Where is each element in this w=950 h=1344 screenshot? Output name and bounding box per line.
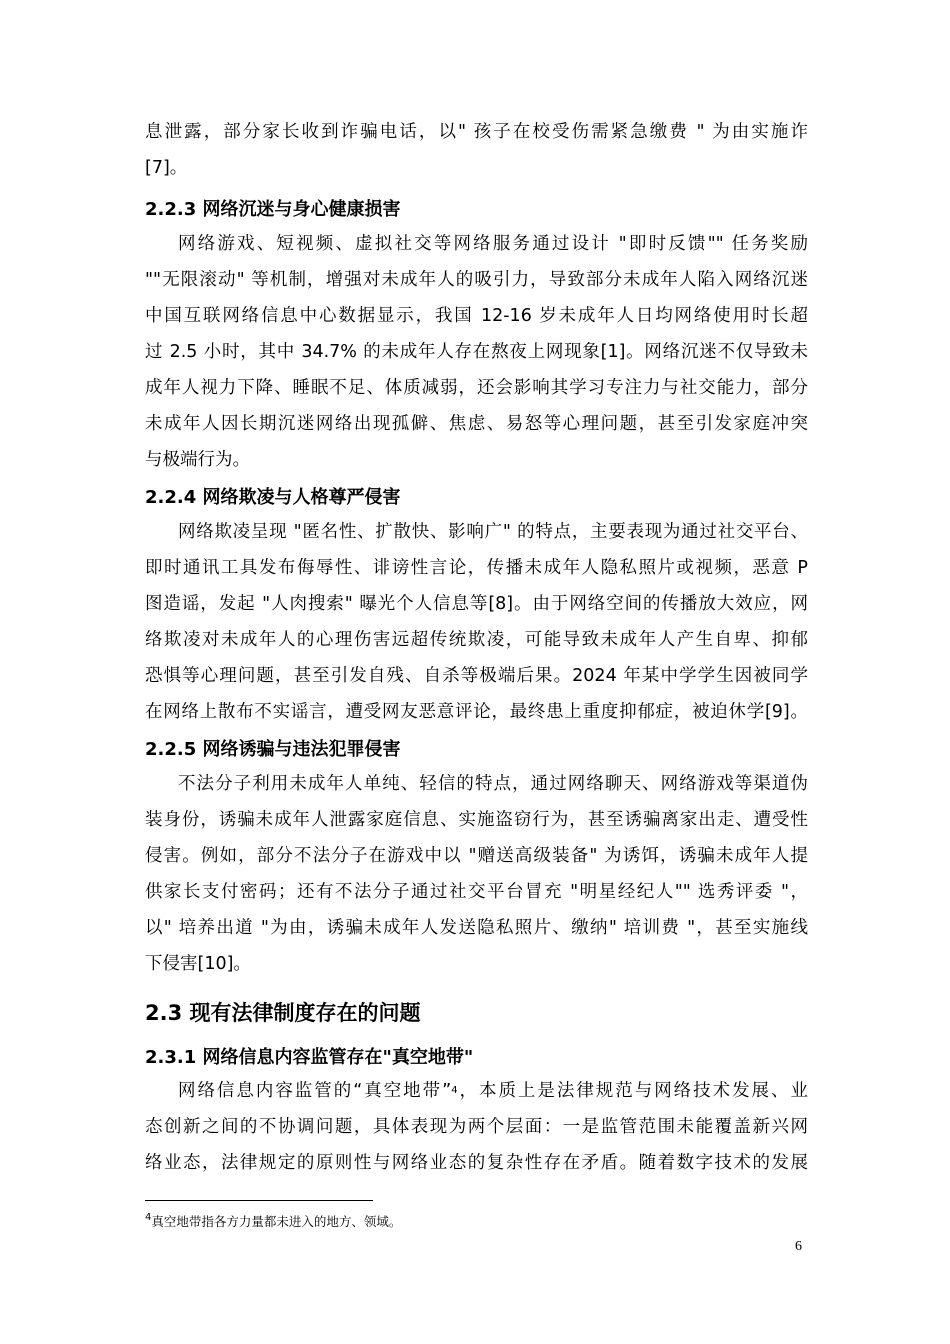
paragraph-line-with-footnote-ref	[178, 1080, 808, 1102]
paragraph-line: 不法分子利用未成年人单纯、轻信的特点，通过网络聊天、网络游戏等渠道伪	[178, 774, 808, 794]
footnote-text: 真空地带指各方力量都未进入的地方、领域。	[151, 1214, 402, 1229]
section-heading-2-2-5: 2.2.5 网络诱骗与违法犯罪侵害	[145, 739, 401, 760]
section-heading-2-3: 2.3 现有法律制度存在的问题	[145, 1001, 421, 1025]
paragraph-line: 络欺凌对未成年人的心理伤害远超传统欺凌，可能导致未成年人产生自卑、抑郁	[145, 630, 808, 650]
paragraph-line: 未成年人因长期沉迷网络出现孤僻、焦虑、易怒等心理问题，甚至引发家庭冲突	[145, 414, 808, 434]
paragraph-line: [7]。	[145, 158, 188, 178]
paragraph-line: 以" 培养出道 "为由，诱骗未成年人发送隐私照片、缴纳" 培训费 "，甚至实施线	[145, 918, 808, 938]
paragraph-line: 装身份，诱骗未成年人泄露家庭信息、实施盗窃行为，甚至诱骗离家出走、遭受性	[145, 810, 808, 830]
section-heading-2-2-3: 2.2.3 网络沉迷与身心健康损害	[145, 199, 401, 220]
footnote	[145, 1212, 401, 1230]
footnote-mark: 4	[145, 1212, 152, 1223]
section-heading-2-3-1: 2.3.1 网络信息内容监管存在"真空地带"	[145, 1047, 474, 1068]
footnote-reference: 4	[451, 1085, 458, 1096]
paragraph-line: 成年人视力下降、睡眠不足、体质减弱，还会影响其学习专注力与社交能力，部分	[145, 378, 808, 398]
paragraph-line: 即时通讯工具发布侮辱性、诽谤性言论，传播未成年人隐私照片或视频，恶意 P	[145, 558, 808, 578]
paragraph-line: 恐惧等心理问题，甚至引发自残、自杀等极端后果。2024 年某中学学生因被同学	[145, 666, 808, 686]
paragraph-text: ，本质上是法律规范与网络技术发展、业	[457, 1081, 808, 1101]
paragraph-text: 网络信息内容监管的“真空地带”	[178, 1081, 452, 1101]
paragraph-line: 息泄露，部分家长收到诈骗电话，以" 孩子在校受伤需紧急缴费 " 为由实施诈	[145, 122, 808, 142]
paragraph-line: ""无限滚动" 等机制，增强对未成年人的吸引力，导致部分未成年人陷入网络沉迷	[145, 270, 808, 290]
paragraph-line: 在网络上散布不实谣言，遭受网友恶意评论，最终患上重度抑郁症，被迫休学[9]。	[145, 702, 808, 722]
paragraph-line: 下侵害[10]。	[145, 954, 251, 974]
paragraph-line: 态创新之间的不协调问题，具体表现为两个层面：一是监管范围未能覆盖新兴网	[145, 1117, 808, 1137]
section-heading-2-2-4: 2.2.4 网络欺凌与人格尊严侵害	[145, 487, 401, 508]
paragraph-line: 过 2.5 小时，其中 34.7% 的未成年人存在熬夜上网现象[1]。网络沉迷不仅导致未	[145, 342, 808, 362]
paragraph-line: 网络欺凌呈现 "匿名性、扩散快、影响广" 的特点，主要表现为通过社交平台、	[178, 522, 808, 542]
paragraph-line: 络业态，法律规定的原则性与网络业态的复杂性存在矛盾。随着数字技术的发展	[145, 1153, 808, 1173]
paragraph-line: 网络游戏、短视频、虚拟社交等网络服务通过设计 "即时反馈"" 任务奖励	[178, 234, 808, 254]
paragraph-line: 中国互联网络信息中心数据显示，我国 12-16 岁未成年人日均网络使用时长超	[145, 306, 808, 326]
paragraph-line: 供家长支付密码；还有不法分子通过社交平台冒充 "明星经纪人"" 选秀评委 "，	[145, 882, 808, 902]
footnote-separator	[145, 1200, 373, 1201]
page-number: 6	[795, 1239, 802, 1254]
paragraph-line: 侵害。例如，部分不法分子在游戏中以 "赠送高级装备" 为诱饵，诱骗未成年人提	[145, 846, 808, 866]
paragraph-line: 图造谣，发起 "人肉搜索" 曝光个人信息等[8]。由于网络空间的传播放大效应，网	[145, 594, 808, 614]
paragraph-line: 与极端行为。	[145, 450, 250, 470]
